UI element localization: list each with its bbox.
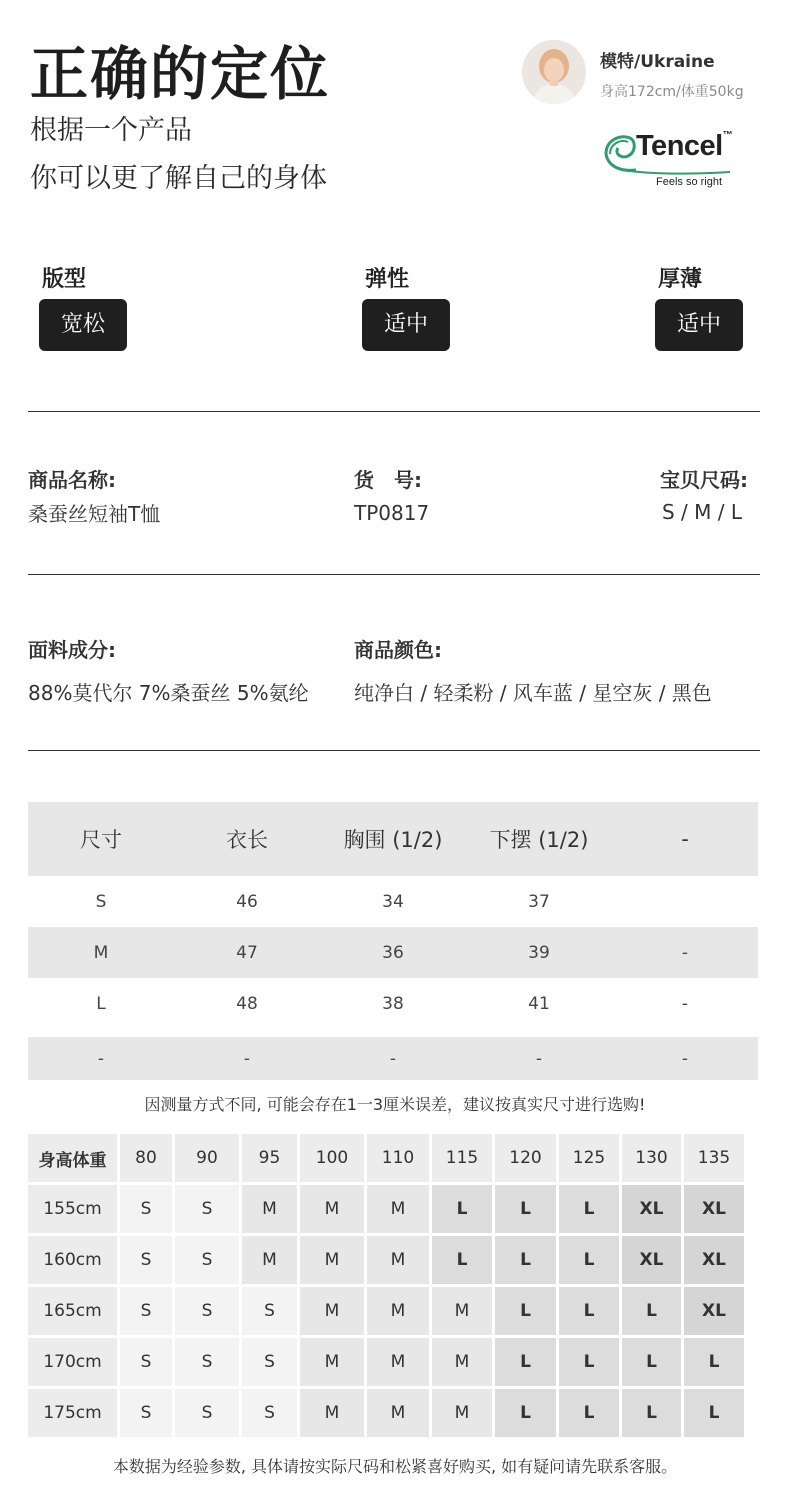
size-recommendation-table bbox=[25, 1131, 747, 1440]
size-cell: S bbox=[242, 1287, 297, 1335]
model-name: 模特/Ukraine bbox=[600, 52, 715, 72]
size-cell: L bbox=[432, 1185, 492, 1233]
size-cell: S bbox=[175, 1389, 239, 1437]
size-cell: M bbox=[432, 1338, 492, 1386]
header-cell: 尺寸 bbox=[80, 828, 122, 852]
weight-header: 110 bbox=[367, 1134, 429, 1182]
sku-label: 货 号: bbox=[354, 468, 422, 492]
size-cell: L bbox=[684, 1338, 744, 1386]
size-cell: L bbox=[495, 1236, 556, 1284]
color-value: 纯净白 / 轻柔粉 / 风车蓝 / 星空灰 / 黑色 bbox=[354, 681, 712, 705]
tencel-tagline: Feels so right bbox=[656, 176, 723, 188]
size-cell: M bbox=[432, 1389, 492, 1437]
weight-header: 80 bbox=[120, 1134, 172, 1182]
table-row bbox=[28, 927, 758, 978]
size-cell: L bbox=[559, 1389, 619, 1437]
table-cell: 47 bbox=[236, 942, 258, 963]
size-cell: L bbox=[432, 1236, 492, 1284]
size-cell: L bbox=[495, 1185, 556, 1233]
subtitle-line-2: 你可以更了解自己的身体 bbox=[30, 163, 327, 194]
header-cell: - bbox=[681, 827, 689, 851]
page-title: 正确的定位 bbox=[30, 40, 331, 108]
product-name-label: 商品名称: bbox=[28, 468, 116, 492]
table-cell: - bbox=[681, 942, 689, 963]
divider bbox=[28, 750, 760, 751]
header-cell: 胸围 (1/2) bbox=[343, 828, 443, 852]
size-cell: M bbox=[300, 1287, 364, 1335]
table-cell: 39 bbox=[528, 942, 550, 963]
size-cell: L bbox=[622, 1338, 681, 1386]
size-cell: S bbox=[120, 1287, 172, 1335]
table-row bbox=[28, 1185, 744, 1233]
model-avatar bbox=[522, 40, 586, 104]
size-cell: L bbox=[559, 1236, 619, 1284]
header-cell: 下摆 (1/2) bbox=[489, 828, 589, 852]
table-cell: - bbox=[243, 1048, 251, 1069]
attr-badge-fit: 宽松 bbox=[39, 299, 127, 351]
size-cell: L bbox=[684, 1389, 744, 1437]
table-cell: - bbox=[681, 1048, 689, 1069]
table-row bbox=[28, 1389, 744, 1437]
size-cell: M bbox=[367, 1236, 429, 1284]
size-cell: L bbox=[559, 1287, 619, 1335]
table-cell: 38 bbox=[382, 993, 404, 1014]
table-cell: 36 bbox=[382, 942, 404, 963]
size-cell: L bbox=[495, 1287, 556, 1335]
size-cell: M bbox=[300, 1236, 364, 1284]
weight-header: 95 bbox=[242, 1134, 297, 1182]
table-cell: - bbox=[681, 993, 689, 1014]
size-cell: XL bbox=[622, 1185, 681, 1233]
height-cell: 165cm bbox=[28, 1287, 117, 1335]
size-cell: L bbox=[559, 1338, 619, 1386]
table-cell: - bbox=[535, 1048, 543, 1069]
fabric-value: 88%莫代尔 7%桑蚕丝 5%氨纶 bbox=[28, 681, 309, 705]
size-cell: L bbox=[559, 1185, 619, 1233]
size-cell: XL bbox=[684, 1185, 744, 1233]
size-cell: L bbox=[622, 1389, 681, 1437]
table-row bbox=[28, 1037, 758, 1080]
table-cell: M bbox=[93, 942, 109, 963]
size-cell: M bbox=[432, 1287, 492, 1335]
table-cell: S bbox=[95, 891, 107, 912]
table-cell: 48 bbox=[236, 993, 258, 1014]
weight-header: 100 bbox=[300, 1134, 364, 1182]
table-cell: - bbox=[389, 1048, 397, 1069]
fabric-label: 面料成分: bbox=[28, 638, 116, 662]
size-cell: XL bbox=[684, 1236, 744, 1284]
weight-header: 135 bbox=[684, 1134, 744, 1182]
size-cell: S bbox=[120, 1389, 172, 1437]
size-value: S / M / L bbox=[662, 500, 742, 524]
product-name-value: 桑蚕丝短袖T恤 bbox=[28, 502, 161, 526]
table-cell: 46 bbox=[236, 891, 258, 912]
height-cell: 155cm bbox=[28, 1185, 117, 1233]
table-row bbox=[28, 876, 758, 927]
divider bbox=[28, 411, 760, 412]
size-cell: S bbox=[120, 1338, 172, 1386]
size-cell: M bbox=[367, 1389, 429, 1437]
size-cell: S bbox=[242, 1389, 297, 1437]
disclaimer-note: 本数据为经验参数, 具体请按实际尺码和松紧喜好购买, 如有疑问请先联系客服。 bbox=[112, 1457, 678, 1476]
table-header-row bbox=[28, 1134, 744, 1182]
size-cell: M bbox=[300, 1338, 364, 1386]
tencel-wordmark: Tencel™ bbox=[636, 130, 733, 162]
table-cell: - bbox=[97, 1048, 105, 1069]
size-cell: L bbox=[495, 1389, 556, 1437]
measurement-note: 因测量方式不同, 可能会存在1一3厘米误差，建议按真实尺寸进行选购! bbox=[144, 1095, 646, 1114]
table-cell: L bbox=[96, 993, 106, 1014]
attr-label-thickness: 厚薄 bbox=[658, 267, 703, 292]
size-cell: S bbox=[175, 1185, 239, 1233]
size-label: 宝贝尺码: bbox=[660, 468, 748, 492]
size-cell: S bbox=[175, 1338, 239, 1386]
attr-label-elasticity: 弹性 bbox=[365, 267, 410, 292]
size-cell: S bbox=[175, 1287, 239, 1335]
table-row bbox=[28, 978, 758, 1029]
size-cell: L bbox=[495, 1338, 556, 1386]
weight-header: 130 bbox=[622, 1134, 681, 1182]
corner-cell: 身高体重 bbox=[28, 1134, 117, 1182]
size-cell: M bbox=[300, 1389, 364, 1437]
size-cell: M bbox=[242, 1236, 297, 1284]
attr-badge-elasticity: 适中 bbox=[362, 299, 450, 351]
subtitle-line-1: 根据一个产品 bbox=[30, 115, 192, 146]
attr-label-fit: 版型 bbox=[42, 267, 87, 292]
size-cell: S bbox=[242, 1338, 297, 1386]
size-table bbox=[28, 802, 758, 1080]
size-cell: L bbox=[622, 1287, 681, 1335]
table-row bbox=[28, 1338, 744, 1386]
divider bbox=[28, 574, 760, 575]
weight-header: 115 bbox=[432, 1134, 492, 1182]
size-cell: M bbox=[242, 1185, 297, 1233]
table-cell: 37 bbox=[528, 891, 550, 912]
size-cell: M bbox=[367, 1338, 429, 1386]
color-label: 商品颜色: bbox=[354, 638, 442, 662]
height-cell: 170cm bbox=[28, 1338, 117, 1386]
size-cell: S bbox=[175, 1236, 239, 1284]
table-cell: 41 bbox=[528, 993, 550, 1014]
table-row bbox=[28, 1287, 744, 1335]
table-cell: 34 bbox=[382, 891, 404, 912]
attr-badge-thickness: 适中 bbox=[655, 299, 743, 351]
weight-header: 125 bbox=[559, 1134, 619, 1182]
size-cell: M bbox=[300, 1185, 364, 1233]
size-cell: S bbox=[120, 1236, 172, 1284]
height-cell: 175cm bbox=[28, 1389, 117, 1437]
height-cell: 160cm bbox=[28, 1236, 117, 1284]
size-cell: M bbox=[367, 1185, 429, 1233]
size-cell: M bbox=[367, 1287, 429, 1335]
table-row bbox=[28, 1236, 744, 1284]
size-cell: XL bbox=[684, 1287, 744, 1335]
sku-value: TP0817 bbox=[354, 501, 430, 525]
size-cell: S bbox=[120, 1185, 172, 1233]
tencel-logo bbox=[602, 130, 752, 192]
weight-header: 90 bbox=[175, 1134, 239, 1182]
header-cell: 衣长 bbox=[226, 828, 268, 852]
model-stats: 身高172cm/体重50kg bbox=[600, 84, 744, 100]
size-cell: XL bbox=[622, 1236, 681, 1284]
size-table-header bbox=[28, 802, 758, 876]
weight-header: 120 bbox=[495, 1134, 556, 1182]
